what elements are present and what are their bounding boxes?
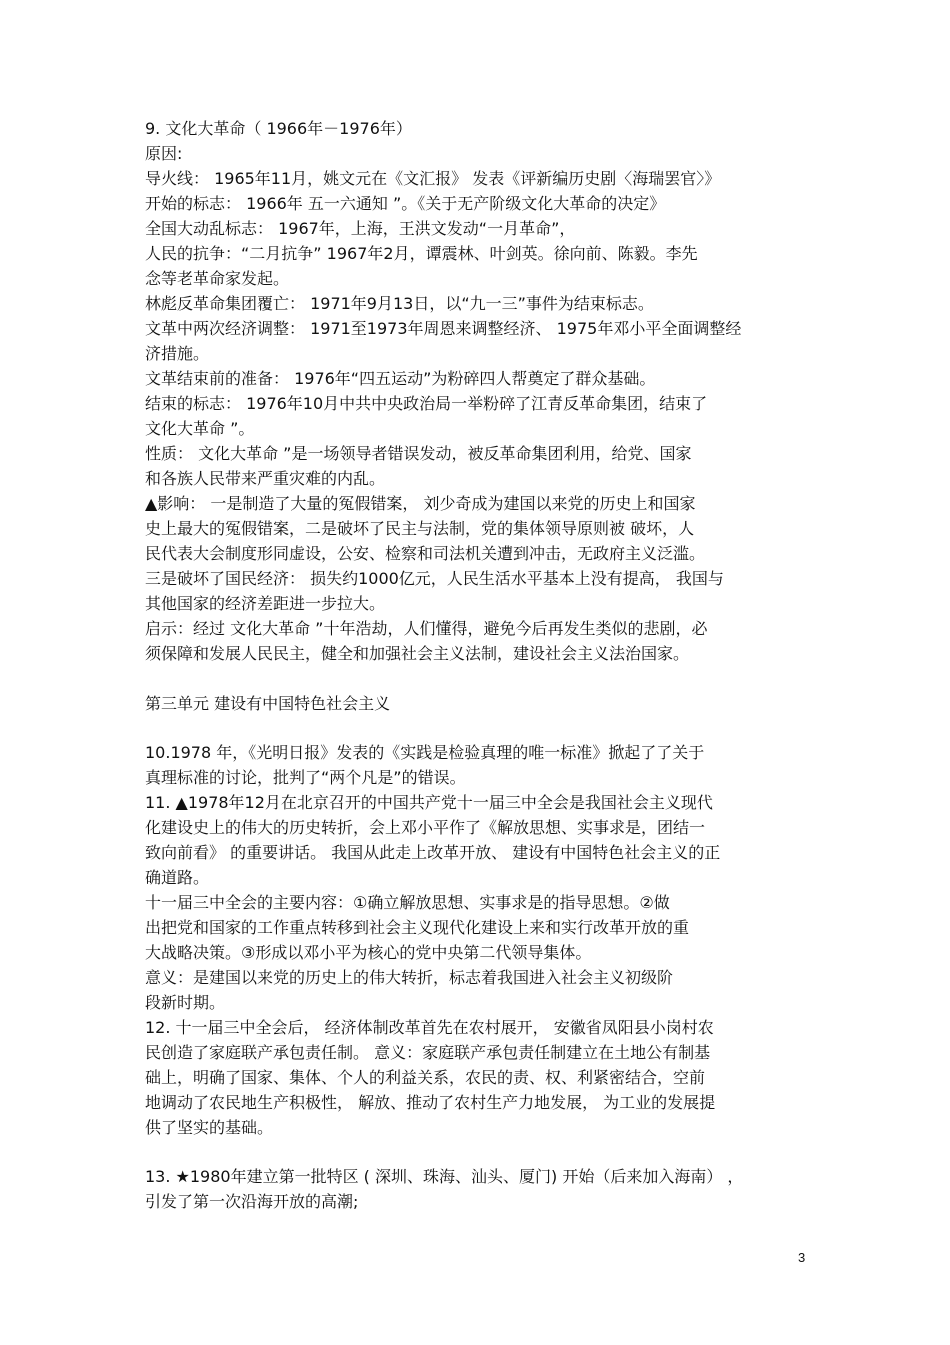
text-line: 性质： 文化大革命 ”是一场领导者错误发动，被反革命集团利用，给党、国家: [145, 444, 692, 463]
text-line: 启示：经过 文化大革命 ”十年浩劫，人们懂得，避免今后再发生类似的悲剧，必: [145, 619, 708, 638]
text-line: 12. 十一届三中全会后， 经济体制改革首先在农村展开， 安徽省凤阳县小岗村农: [145, 1018, 714, 1037]
text-line: 确道路。: [145, 868, 210, 887]
text-line: 10.1978 年，《光明日报》发表的《实践是检验真理的唯一标准》掀起了了关于: [145, 743, 705, 762]
text-line: 文革中两次经济调整： 1971至1973年周恩来调整经济、 1975年邓小平全面调整经: [145, 319, 742, 338]
text-line: 引发了第一次沿海开放的高潮;: [145, 1192, 359, 1211]
page-number: 3: [798, 1250, 806, 1265]
text-line: 其他国家的经济差距进一步拉大。: [145, 594, 386, 613]
text-line: 十一届三中全会的主要内容：①确立解放思想、实事求是的指导思想。②做: [145, 893, 670, 912]
text-line: 化建设史上的伟大的历史转折，会上邓小平作了《解放思想、实事求是，团结一: [145, 818, 706, 837]
text-line: 民代表大会制度形同虚设，公安、检察和司法机关遭到冲击，无政府主义泛滥。: [145, 544, 706, 563]
text-line: 民创造了家庭联产承包责任制。 意义：家庭联产承包责任制建立在土地公有制基: [145, 1043, 711, 1062]
text-line: 念等老革命家发起。: [145, 269, 290, 288]
text-line: 开始的标志： 1966年 五一六通知 ”。《关于无产阶级文化大革命的决定》: [145, 194, 666, 213]
text-line: 13. ★1980年建立第一批特区 ( 深圳、珠海、汕头、厦门) 开始（后来加入海南） ，: [145, 1167, 744, 1186]
section-heading: 第三单元 建设有中国特色社会主义: [145, 694, 391, 713]
text-line: 和各族人民带来严重灾难的内乱。: [145, 469, 386, 488]
text-line: ▲影响： 一是制造了大量的冤假错案， 刘少奇成为建国以来党的历史上和国家: [145, 494, 696, 513]
text-line: 11. ▲1978年12月在北京召开的中国共产党十一届三中全会是我国社会主义现代: [145, 793, 713, 812]
text-line: 须保障和发展人民民主，健全和加强社会主义法制，建设社会主义法治国家。: [145, 644, 690, 663]
text-line: 供了坚实的基础。: [145, 1118, 274, 1137]
text-line: 史上最大的冤假错案，二是破坏了民主与法制，党的集体领导原则被 破坏，人: [145, 519, 695, 538]
text-line: 导火线： 1965年11月，姚文元在《文汇报》 发表《评新编历史剧〈海瑞罢官〉》: [145, 169, 721, 188]
text-line: 致向前看》 的重要讲话。 我国从此走上改革开放、 建设有中国特色社会主义的正: [145, 843, 721, 862]
text-line: 三是破坏了国民经济： 损失约1000亿元，人民生活水平基本上没有提高， 我国与: [145, 569, 724, 588]
text-line: 济措施。: [145, 344, 210, 363]
text-line: 结束的标志： 1976年10月中共中央政治局一举粉碎了江青反革命集团，结束了: [145, 394, 708, 413]
text-line: 人民的抗争：“二月抗争” 1967年2月，谭震林、叶剑英。徐向前、陈毅。李先: [145, 244, 698, 263]
text-line: 林彪反革命集团覆亡： 1971年9月13日，以“九一三”事件为结束标志。: [145, 294, 654, 313]
text-line: 础上，明确了国家、集体、个人的利益关系，农民的责、权、利紧密结合，空前: [145, 1068, 706, 1087]
text-line: 段新时期。: [145, 993, 226, 1012]
text-line: 地调动了农民地生产积极性， 解放、推动了农村生产力地发展， 为工业的发展提: [145, 1093, 716, 1112]
text-line: 意义：是建国以来党的历史上的伟大转折，标志着我国进入社会主义初级阶: [145, 968, 674, 987]
text-line: 真理标准的讨论，批判了“两个凡是”的错误。: [145, 768, 466, 787]
text-line: 原因:: [145, 144, 183, 163]
text-line: 出把党和国家的工作重点转移到社会主义现代化建设上来和实行改革开放的重: [145, 918, 690, 937]
text-line: 大战略决策。③形成以邓小平为核心的党中央第二代领导集体。: [145, 943, 592, 962]
text-line: 文化大革命 ”。: [145, 419, 255, 438]
text-line: 文革结束前的准备： 1976年“四五运动”为粉碎四人帮奠定了群众基础。: [145, 369, 656, 388]
text-line: 9. 文化大革命（ 1966年－1976年）: [145, 119, 412, 138]
text-line: 全国大动乱标志： 1967年，上海，王洪文发动“一月革命”，: [145, 219, 576, 238]
